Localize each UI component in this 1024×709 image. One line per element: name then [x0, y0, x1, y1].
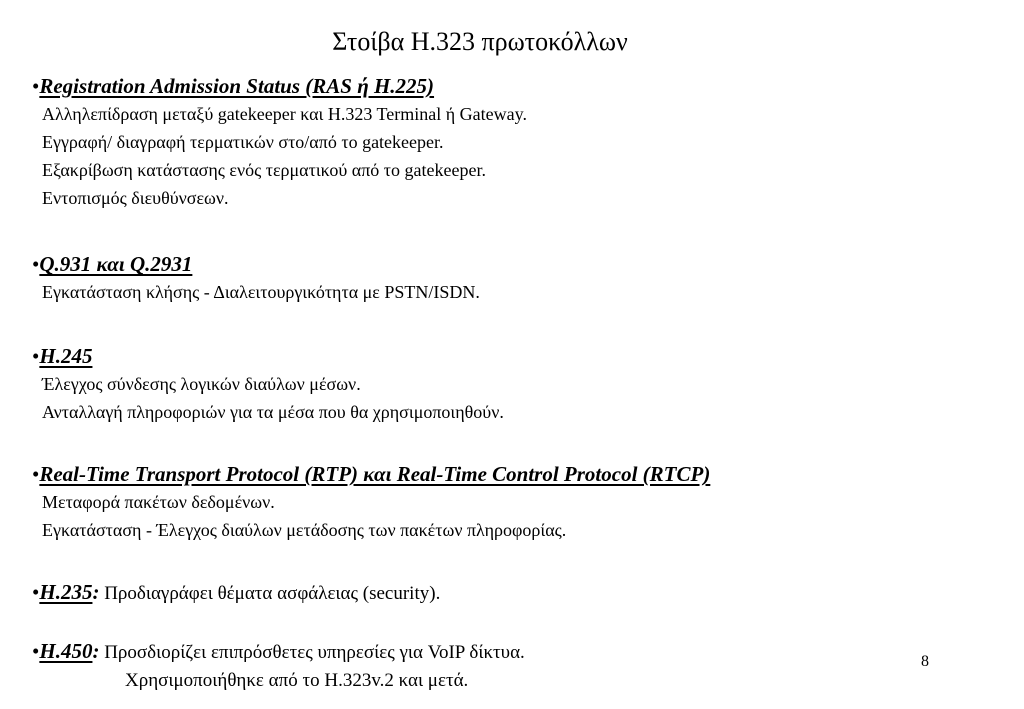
section-h450 — [32, 637, 972, 695]
page-number: 8 — [921, 653, 929, 670]
section-line: Χρησιμοποιήθηκε από το H.323v.2 και μετά. — [125, 670, 469, 691]
slide-title: Στοίβα H.323 πρωτοκόλλων — [332, 27, 628, 56]
section-line: Εξακρίβωση κατάστασης ενός τερματικού από το gatekeeper. — [42, 160, 486, 180]
section-heading-text: Q.931 και Q.2931 — [39, 252, 193, 276]
section-inline-text: Προδιαγράφει θέματα ασφάλειας (security). — [99, 583, 441, 604]
bullet-marker: • — [32, 252, 40, 276]
section-line: Εγκατάσταση - Έλεγχος διαύλων μετάδοσης των πακέτων πληροφορίας. — [42, 520, 567, 540]
section-line: Εγκατάσταση κλήσης - Διαλειτουργικότητα με PSTN/ISDN. — [42, 282, 480, 302]
heading-colon: : — [92, 639, 100, 663]
section-heading — [32, 342, 972, 370]
bullet-marker: • — [32, 344, 40, 368]
bullet-marker: • — [32, 74, 40, 98]
section-heading — [32, 460, 972, 488]
section-heading-text: Real-Time Transport Protocol (RTP) και Real-Time Control Protocol (RTCP) — [39, 462, 711, 486]
heading-colon: : — [92, 580, 100, 604]
section-line: Ανταλλαγή πληροφοριών για τα μέσα που θα χρησιμοποιηθούν. — [42, 402, 504, 422]
section-line: Εγγραφή/ διαγραφή τερματικών στο/από το gatekeeper. — [42, 132, 444, 152]
section-heading-text: H.235 — [39, 580, 93, 604]
section-ras — [32, 72, 972, 212]
section-inline-text: Προσδιορίζει επιπρόσθετες υπηρεσίες για VoIP δίκτυα. — [99, 642, 525, 663]
section-h235 — [32, 578, 972, 608]
section-line: Έλεγχος σύνδεσης λογικών διαύλων μέσων. — [42, 374, 361, 394]
section-heading-text: H.245 — [39, 344, 93, 368]
bullet-marker: • — [32, 639, 40, 663]
section-heading-text: H.450 — [39, 639, 93, 663]
bullet-marker: • — [32, 580, 40, 604]
section-heading — [32, 72, 972, 100]
section-heading-text: Registration Admission Status (RAS ή H.225) — [39, 74, 435, 98]
section-rtp — [32, 460, 972, 544]
section-q931 — [32, 250, 972, 306]
section-line: Μεταφορά πακέτων δεδομένων. — [42, 492, 275, 512]
section-heading — [32, 250, 972, 278]
section-heading — [32, 578, 972, 608]
section-line: Εντοπισμός διευθύνσεων. — [42, 188, 229, 208]
section-line: Αλληλεπίδραση μεταξύ gatekeeper και H.323 Terminal ή Gateway. — [42, 104, 527, 124]
section-heading — [32, 637, 972, 667]
section-h245 — [32, 342, 972, 426]
bullet-marker: • — [32, 462, 40, 486]
